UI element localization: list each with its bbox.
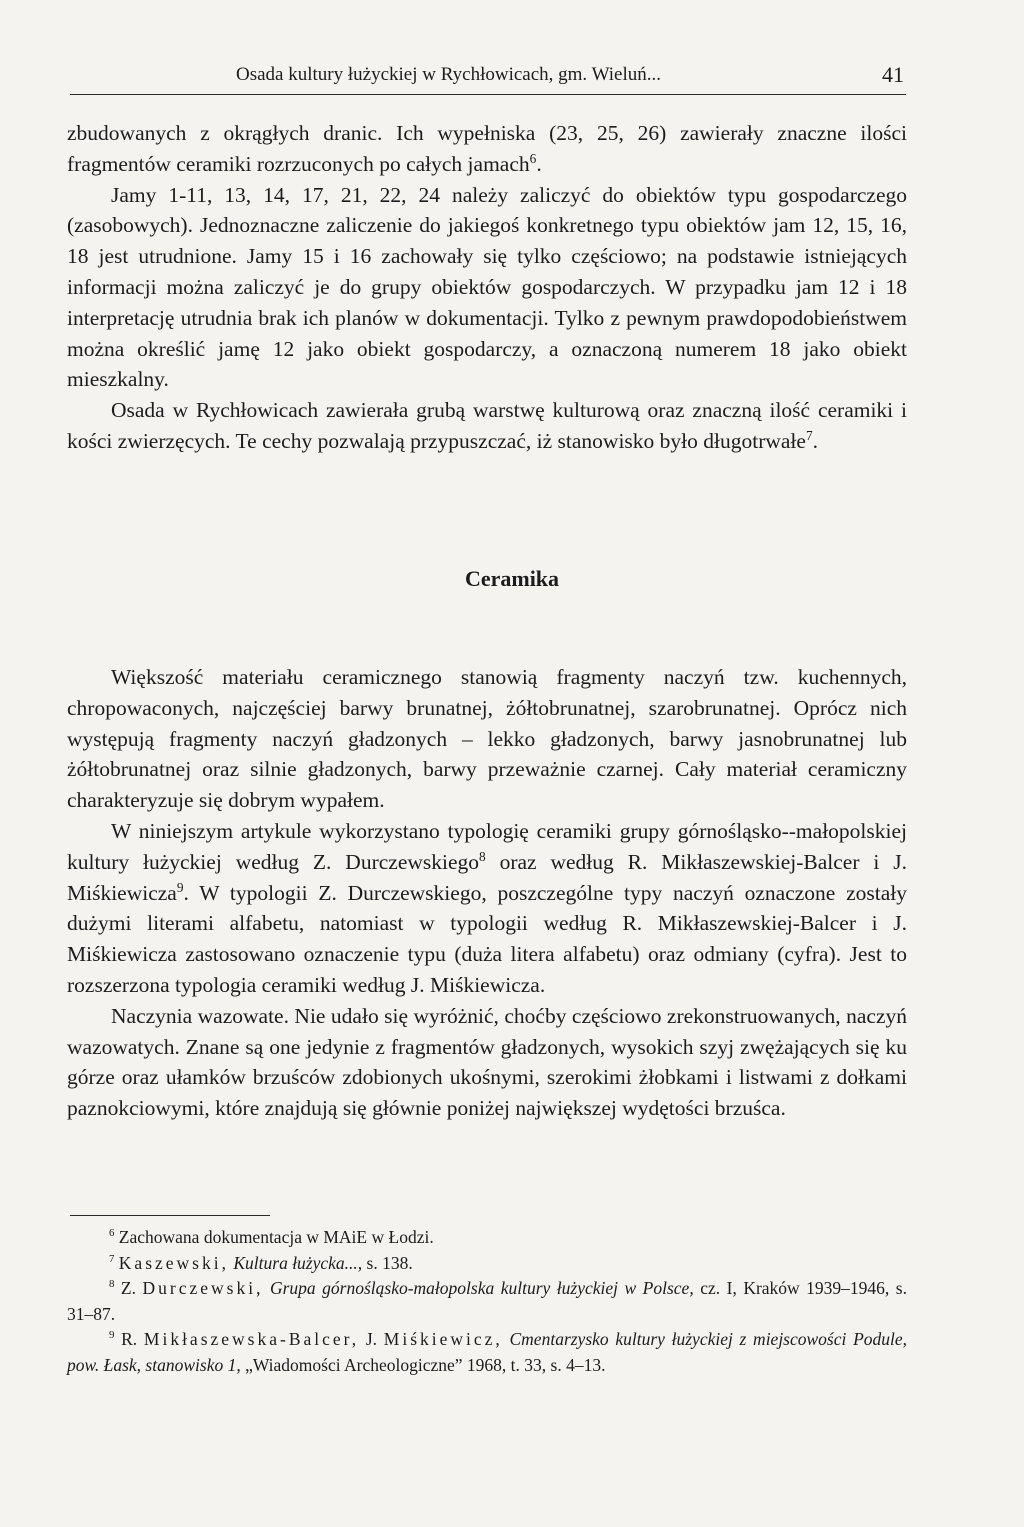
footnote-8-title: Grupa górnośląsko-małopolska kultury łużyckiej w Polsce,: [269, 1278, 694, 1298]
footnote-ref-9[interactable]: 9: [176, 879, 184, 895]
footnote-8-rest: cz. I, Kraków 1939–1946, s. 31–87.: [67, 1278, 907, 1324]
body-text-upper: [67, 118, 907, 457]
footnote-6-number: 6: [109, 1227, 115, 1240]
footnote-ref-6[interactable]: 6: [529, 150, 537, 166]
p1-line-1: zbudowanych z okrągłych dranic. Ich wypełniska (23, 25, 26) zawierały: [67, 121, 764, 145]
p3-end: .: [812, 428, 818, 453]
section-heading: Ceramika: [464, 566, 560, 591]
footnote-7-rest: s. 138.: [366, 1252, 413, 1273]
footnote-9: [67, 1327, 907, 1378]
paragraph-1: [67, 118, 907, 180]
footnote-7-number: 7: [109, 1252, 115, 1265]
paragraph-6: Naczynia wazowate. Nie udało się wyróżnić, choćby częściowo zrekonstruowanych, naczyń wazowatych. Znane są one jedynie z fragmentów gładzonych, wysokich szyj zwężających się ku górze oraz ułamków brzuśców zdobionych ukośnymi, szerokimi żłobkami i listwami z dołkami paznokciowymi, które znajdują się głównie poniżej największej wydętości brzuśca.: [67, 1003, 907, 1121]
footnote-7-author: Kaszewski,: [118, 1252, 229, 1273]
p1-end: .: [536, 151, 542, 176]
paragraph-3: [67, 395, 907, 457]
footnote-6-text: Zachowana dokumentacja w MAiE w Łodzi.: [118, 1227, 434, 1247]
footnote-9-initial-2: J.: [365, 1329, 378, 1349]
footnote-8-number: 8: [109, 1278, 115, 1291]
footnote-ref-7[interactable]: 7: [805, 427, 813, 443]
p1-line-2: znaczne ilości fragmentów ceramiki rozrzuconych po całych jamach: [67, 121, 908, 176]
p5-text-a: W niniejszym artykule wykorzystano typologię ceramiki grupy górnośląsko--małopolskiej kultury łużyckiej według Z. Durczewskiego: [67, 818, 907, 874]
footnote-7: [67, 1251, 907, 1277]
footnote-7-title: Kultura łużycka...,: [233, 1252, 363, 1273]
running-header: [70, 60, 906, 95]
footnote-8-author: Durczewski,: [142, 1278, 264, 1298]
footnote-9-author: Mikłaszewska-Balcer,: [143, 1329, 360, 1349]
footnotes: [67, 1225, 907, 1378]
paragraph-5: [67, 816, 907, 1001]
footnote-divider: [70, 1215, 270, 1216]
p5-text-c: . W typologii Z. Durczewskiego, poszczególne typy naczyń oznaczone zostały dużymi literami alfabetu, natomiast w typologii według R. Mikłaszewskiej-Balcer i J. Miśkiewicza zastosowano oznaczenie typu (duża litera alfabetu) oraz odmiany (cyfra). Jest to rozszerzona typologia ceramiki według J. Miśkiewicza.: [67, 880, 907, 997]
page-number: 41: [882, 62, 904, 87]
footnote-9-initial: R.: [121, 1329, 138, 1349]
footnote-9-number: 9: [109, 1329, 115, 1342]
footnote-9-title: Cmentarzysko kultury łużyckiej z miejscowości Podule, pow. Łask, stanowisko 1,: [67, 1329, 908, 1375]
paragraph-4: Większość materiału ceramicznego stanowią fragmenty naczyń tzw. kuchennych, chropowaconych, najczęściej barwy brunatnej, żółtobrunatnej, szarobrunatnej. Oprócz nich występują fragmenty naczyń gładzonych – lekko gładzonych, barwy jasnobrunatnej lub żółtobrunatnej oraz silnie gładzonych, barwy przeważnie czarnej. Cały materiał ceramiczny charakteryzuje się dobrym wypałem.: [67, 665, 907, 813]
footnote-8-initial: Z.: [120, 1278, 136, 1298]
paragraph-2: Jamy 1-11, 13, 14, 17, 21, 22, 24 należy zaliczyć do obiektów typu gospodarczego (zasobowych). Jednoznaczne zaliczenie do jakiegoś konkretnego typu obiektów jam 12, 15, 16, 18 jest utrudnione. Jamy 15 i 16 zachowały się tylko częściowo; na podstawie istniejących informacji można zaliczyć je do grupy obiektów gospodarczych. W przypadku jam 12 i 18 interpretację utrudnia brak ich planów w dokumentacji. Tylko z pewnym prawdopodobieństwem można określić jamę 12 jako obiekt gospodarczy, a oznaczoną numerem 18 jako obiekt mieszkalny.: [67, 182, 907, 392]
p3-text: Osada w Rychłowicach zawierała grubą warstwę kulturową oraz znaczną ilość ceramiki i kości zwierzęcych. Te cechy pozwalają przypuszczać, iż stanowisko było długotrwałe: [67, 398, 907, 453]
footnote-9-rest: „Wiadomości Archeologiczne” 1968, t. 33, s. 4–13.: [245, 1354, 606, 1375]
body-text-lower: [67, 662, 907, 1124]
footnote-9-author-2: Miśkiewicz,: [383, 1329, 503, 1349]
p5-text-b: oraz według R. Mikłaszewskiej-Balcer i J. Miśkiewicza: [67, 849, 908, 905]
footnote-6: [67, 1225, 907, 1251]
footnote-8: [67, 1276, 907, 1327]
footnote-ref-8[interactable]: 8: [479, 848, 486, 864]
running-title: Osada kultury łużyckiej w Rychłowicach, gm. Wieluń...: [236, 64, 661, 85]
